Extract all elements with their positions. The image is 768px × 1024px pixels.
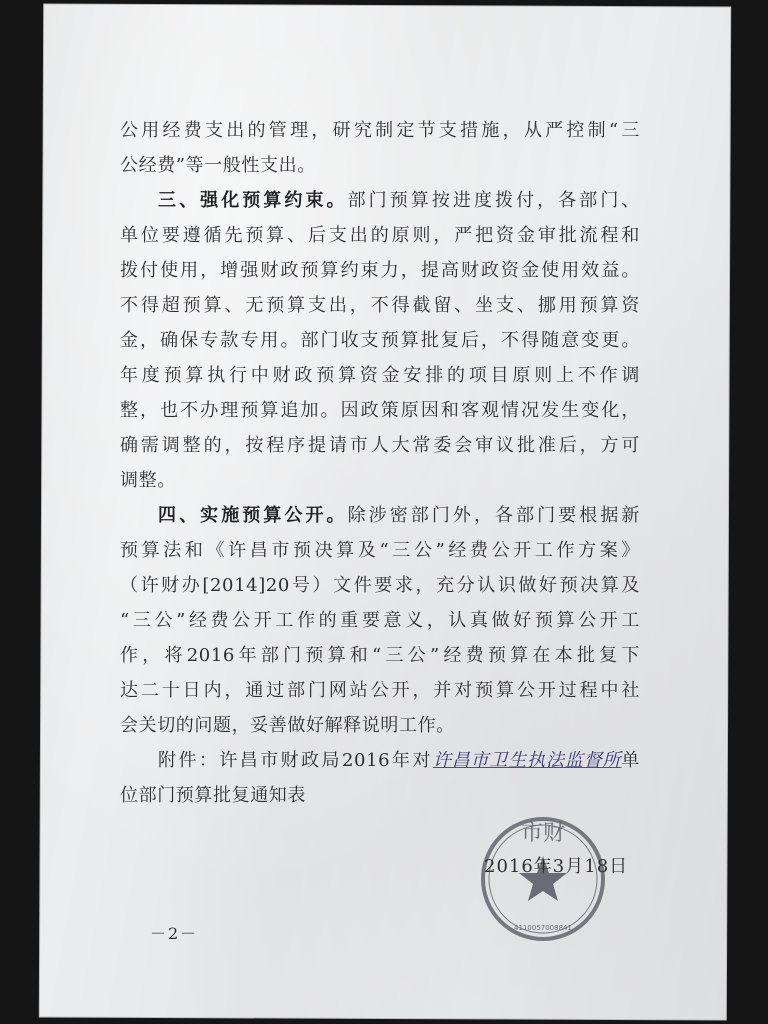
page-number: －2－ [150,924,199,943]
text-line: 年度预算执行中财政预算资金安排的项目原则上不作调 [120,365,640,386]
paragraph-budget-constraint [120,183,640,498]
text-fragment: 部门预算按进度拨付，各部门、 [347,190,640,211]
text-fragment: 单 [621,750,641,771]
text-line: 会关切的问题，妥善做好解释说明工作。 [120,715,455,736]
text-line: 达二十日内，通过部门网站公开，并对预算公开过程中社 [120,680,640,701]
paragraph-budget-disclosure [120,498,640,743]
text-line: 位部门预算批复通知表 [120,785,306,806]
document-date: 2016年3月18日 [484,856,629,877]
handwritten-unit-name: 许昌市卫生执法监督所 [432,750,622,771]
text-line: 不得超预算、无预算支出，不得截留、坐支、挪用预算资 [120,295,640,316]
document-body [120,113,640,813]
seal-serial-number: 4110057008841 [514,924,572,932]
text-line [120,183,640,218]
attachment-prefix: 附件：许昌市财政局2016年对 [158,750,433,771]
seal-characters: 市财 [520,821,566,846]
paragraph-attachment [120,743,640,813]
text-line [120,498,640,533]
text-line: 单位要遵循先预算、后支出的原则，严把资金审批流程和 [120,225,640,246]
text-line: “三公”经费公开工作的重要意义，认真做好预算公开工 [120,610,640,631]
text-line: 整，也不办理预算追加。因政策原因和客观情况发生变化， [120,400,640,421]
text-line: 作，将2016年部门预算和“三公”经费预算在本批复下 [120,645,640,666]
text-line: 金，确保专款专用。部门收支预算批复后，不得随意变更。 [120,330,640,351]
section-heading-4: 四、实施预算公开。 [158,505,348,526]
text-line [120,743,640,778]
text-line: 确需调整的，按程序提请市人大常委会审议批准后，方可 [120,435,640,456]
text-line: 公经费”等一般性支出。 [120,155,316,176]
paragraph-continuation [120,113,640,183]
text-fragment: 除涉密部门外，各部门要根据新 [347,505,640,526]
official-seal-stamp [478,814,608,944]
text-line: 拨付使用，增强财政预算约束力，提高财政资金使用效益。 [120,260,640,281]
text-line: （许财办[2014]20号）文件要求，充分认识做好预决算及 [120,575,640,596]
text-line: 预算法和《许昌市预决算及“三公”经费公开工作方案》 [120,540,640,561]
section-heading-3: 三、强化预算约束。 [158,190,348,211]
text-line: 调整。 [120,470,176,491]
text-line: 公用经费支出的管理，研究制定节支措施，从严控制“三 [120,120,640,141]
